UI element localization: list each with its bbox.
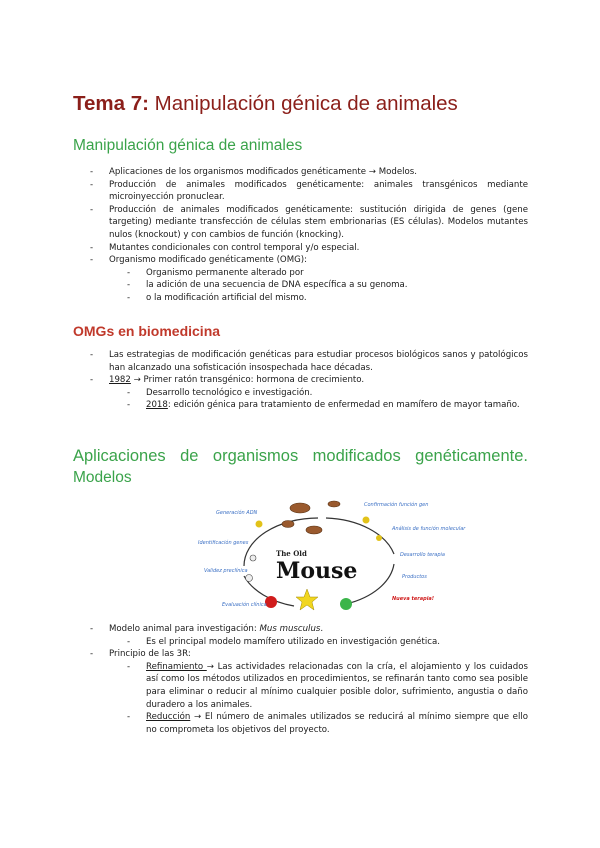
figure-label: Confirmación función gen (364, 502, 429, 508)
list-item: - Organismo modificado genéticamente (OMG): (90, 255, 308, 266)
list-item: - Las estrategias de modificación genéticas para estudiar procesos biológicos sanos y patológicos han alcanzado una sofisticación insospechada hace décadas. (90, 350, 528, 373)
list-item: - Producción de animales modificados genéticamente: sustitución dirigida de genes (gene targeting) mediante transfección de células stem embrionarias (ES células). Modelos mutantes nulos (knockout) y con cambios de función (knocking). (90, 204, 528, 240)
page-title (73, 92, 458, 116)
section1-list (0, 166, 600, 305)
list-subitem: - o la modificación artificial del mismo. (127, 292, 307, 303)
list-subitem: - la adición de una secuencia de DNA específica a su genoma. (127, 280, 408, 291)
figure-label: Validez preclínica (204, 568, 248, 574)
list-subitem: - Es el principal modelo mamífero utilizado en investigación genética. (127, 636, 440, 647)
mouse-cycle-figure (196, 494, 466, 616)
title-prefix: Tema 7: (73, 92, 149, 115)
section-subheading-modelos: Modelos (73, 469, 132, 486)
figure-label: Nueva terapia! (392, 596, 435, 602)
list-item: - Principio de las 3R: (90, 649, 191, 660)
list-subitem: - Organismo permanente alterado por (127, 267, 304, 278)
figure-center-small: The Old (276, 549, 307, 558)
figure-label: Identificación genes (198, 540, 249, 546)
list-subitem: - Desarrollo tecnológico e investigación. (127, 387, 313, 398)
list-item: - 1982 → Primer ratón transgénico: hormona de crecimiento. (90, 375, 365, 386)
figure-label: Análisis de función molecular (392, 526, 466, 532)
section2-list (0, 349, 600, 412)
figure-label: Productos (402, 574, 427, 580)
figure-label: Desarrollo terapia (400, 552, 445, 558)
list-item: - Producción de animales modificados genéticamente: animales transgénicos mediante microinyección pronuclear. (90, 179, 528, 203)
section-heading-manipulacion: Manipulación génica de animales (73, 137, 303, 154)
title-text: Manipulación génica de animales (148, 92, 458, 115)
figure-label: Generación ADN (216, 510, 258, 516)
section-heading-omgs: OMGs en biomedicina (73, 323, 221, 339)
list-item: - Mutantes condicionales con control temporal y/o especial. (90, 242, 360, 253)
figure-center-big: Mouse (276, 558, 358, 584)
section-heading-aplicaciones: Aplicaciones de organismos modificados genéticamente. (73, 447, 528, 465)
section3-list (0, 623, 600, 736)
list-subitem: - Reducción → El número de animales utilizados se reducirá al mínimo siempre que ello no comprometa los objetivos del proyecto. (127, 712, 528, 735)
list-item: - Aplicaciones de los organismos modificados genéticamente → Modelos. (90, 167, 417, 177)
figure-label: Evaluación clínica (222, 602, 267, 608)
list-item: - Modelo animal para investigación: Mus musculus. (90, 624, 324, 634)
mouse-drawings (282, 501, 340, 534)
list-subitem: - Refinamiento → Las actividades relacionadas con la cría, el alojamiento y los cuidados así como los métodos utilizados en procedimientos, se refinarán tanto como sea posible para eliminar o reducir al mínimo cualquier posible dolor, sufrimiento, angustia o daño duradero a los animales. (127, 661, 528, 710)
list-subitem: - 2018: edición génica para tratamiento de enfermedad en mamífero de mayor tamaño. (127, 400, 520, 411)
